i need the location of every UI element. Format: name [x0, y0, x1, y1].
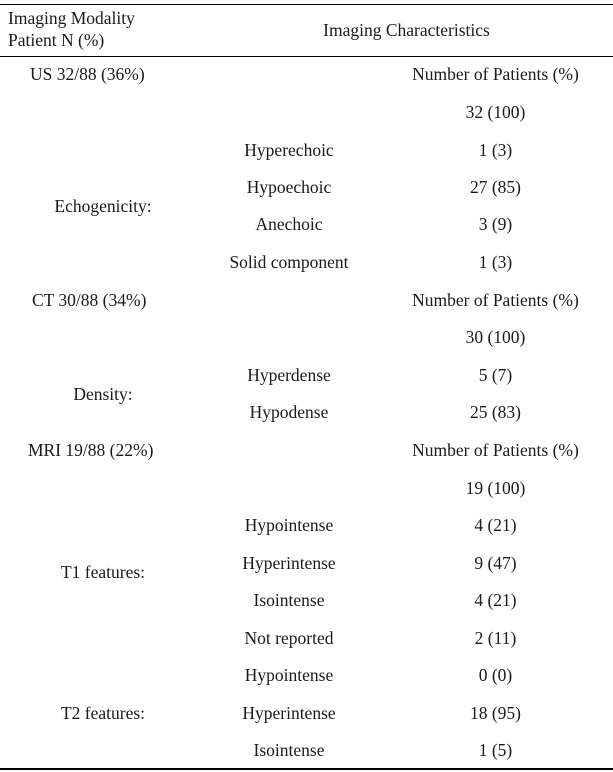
characteristic-hypodense: Hypodense — [249, 402, 329, 422]
value-hyperechoic: 1 (3) — [478, 140, 513, 160]
count-header-ct: Number of Patients (%) — [412, 290, 579, 310]
total-ct: 30 (100) — [465, 327, 526, 347]
top-rule — [0, 4, 613, 5]
characteristic-t1-not-reported: Not reported — [244, 628, 334, 648]
feature-echogenicity: Echogenicity: — [54, 196, 152, 216]
value-anechoic: 3 (9) — [478, 214, 513, 234]
characteristic-t2-hyperintense: Hyperintense — [242, 703, 336, 723]
value-t2-hyperintense: 18 (95) — [469, 703, 522, 723]
characteristic-t2-hypointense: Hypointense — [244, 665, 334, 685]
value-t1-hypointense: 4 (21) — [474, 515, 517, 535]
value-hyperdense: 5 (7) — [478, 365, 513, 385]
characteristic-t1-hyperintense: Hyperintense — [242, 553, 336, 573]
value-hypoechoic: 27 (85) — [469, 177, 522, 197]
characteristic-anechoic: Anechoic — [255, 214, 323, 234]
count-header-us: Number of Patients (%) — [412, 64, 579, 84]
value-t1-isointense: 4 (21) — [474, 590, 517, 610]
header-modality-line1: Imaging Modality — [8, 8, 135, 28]
characteristic-t1-hypointense: Hypointense — [244, 515, 334, 535]
modality-us: US 32/88 (36%) — [30, 64, 145, 84]
value-t1-hyperintense: 9 (47) — [474, 553, 517, 573]
characteristic-t2-isointense: Isointense — [253, 740, 325, 760]
total-us: 32 (100) — [465, 102, 526, 122]
value-t2-hypointense: 0 (0) — [478, 665, 513, 685]
characteristic-hypoechoic: Hypoechoic — [246, 177, 332, 197]
value-solid-component: 1 (3) — [478, 252, 513, 272]
feature-t2: T2 features: — [60, 703, 146, 723]
characteristic-t1-isointense: Isointense — [253, 590, 325, 610]
modality-mri: MRI 19/88 (22%) — [28, 440, 154, 460]
value-t2-isointense: 1 (5) — [478, 740, 513, 760]
count-header-mri: Number of Patients (%) — [412, 440, 579, 460]
value-hypodense: 25 (83) — [469, 402, 522, 422]
characteristic-solid-component: Solid component — [229, 252, 349, 272]
characteristic-hyperechoic: Hyperechoic — [244, 140, 334, 160]
feature-density: Density: — [73, 384, 133, 404]
total-mri: 19 (100) — [465, 478, 526, 498]
header-rule — [0, 56, 613, 57]
value-t1-not-reported: 2 (11) — [474, 628, 517, 648]
characteristic-hyperdense: Hyperdense — [247, 365, 331, 385]
header-characteristics: Imaging Characteristics — [323, 20, 490, 40]
modality-ct: CT 30/88 (34%) — [32, 290, 147, 310]
feature-t1: T1 features: — [60, 562, 146, 582]
bottom-rule — [0, 768, 613, 770]
header-modality-line2: Patient N (%) — [8, 30, 105, 50]
